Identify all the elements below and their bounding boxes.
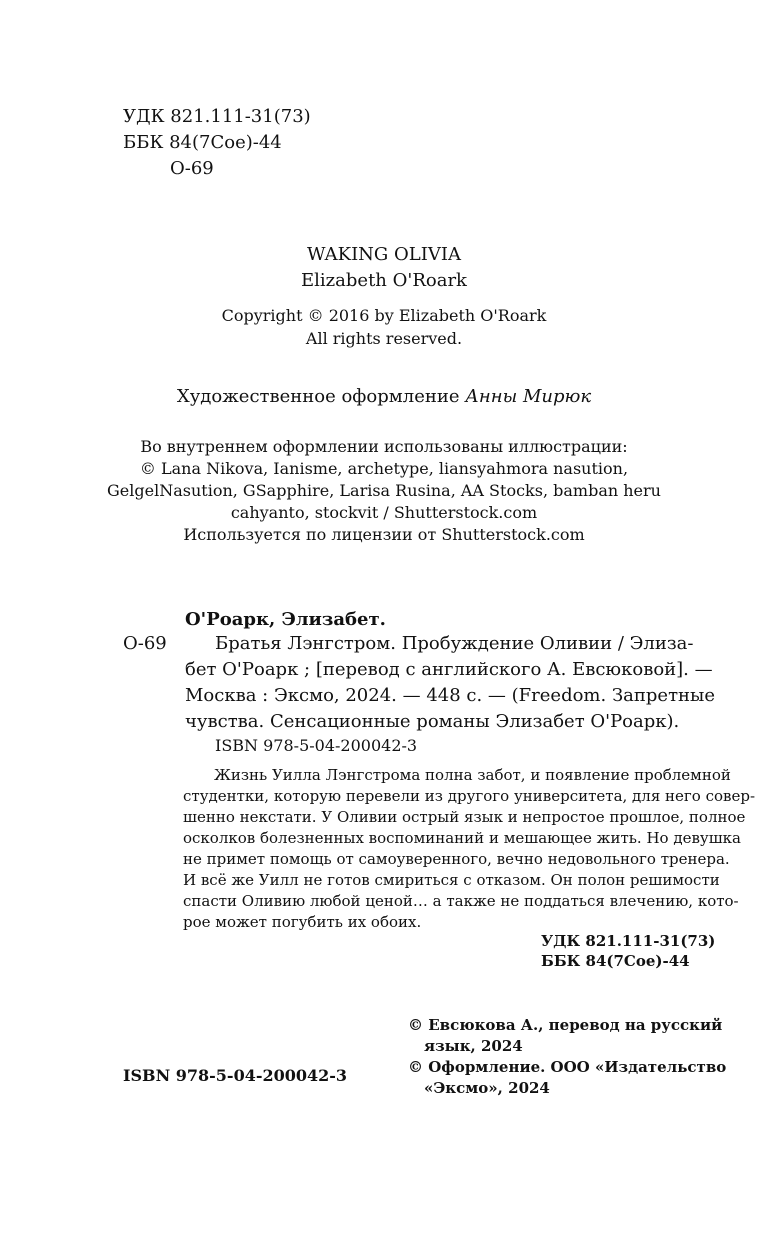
catalog-isbn: ISBN 978-5-04-200042-3 xyxy=(215,736,418,755)
rights-line: All rights reserved. xyxy=(305,329,463,348)
author-mark: О-69 xyxy=(170,158,214,179)
design-credit xyxy=(0,384,768,410)
catalog-description-line: чувства. Сенсационные романы Элизабет О'Роарк). xyxy=(185,711,680,732)
udk-code: УДК 821.111-31(73) xyxy=(123,106,311,127)
copyright-line: Copyright © 2016 by Elizabeth O'Roark xyxy=(221,306,547,325)
illustrations-line: Используется по лицензии от Shutterstock.com xyxy=(183,525,585,544)
footer-credits xyxy=(408,1015,726,1099)
credit-line: язык, 2024 xyxy=(424,1037,523,1055)
annotation xyxy=(183,765,756,933)
annotation-line: рое может погубить их обоих. xyxy=(183,913,422,931)
original-title: WAKING OLIVIA xyxy=(307,244,461,265)
annotation-line: Жизнь Уилла Лэнгстрома полна забот, и появление проблемной xyxy=(214,766,731,784)
annotation-bbk: ББК 84(7Сое)-44 xyxy=(541,952,690,970)
illustrations-line: cahyanto, stockvit / Shutterstock.com xyxy=(230,503,538,522)
annotation-line: шенно некстати. У Оливии острый язык и непростое прошлое, полное xyxy=(183,808,746,826)
credit-line: «Эксмо», 2024 xyxy=(424,1079,550,1097)
design-credit-prefix: Художественное оформление xyxy=(176,386,466,407)
illustrations-line: © Lana Nikova, Ianisme, archetype, liansyahmora nasution, xyxy=(139,459,629,478)
catalog-description-line: Москва : Эксмо, 2024. — 448 с. — (Freedom. Запретные xyxy=(185,685,715,706)
designer-name: Анны Мирюк xyxy=(465,386,592,407)
credit-line: © Оформление. ООО «Издательство xyxy=(408,1058,727,1076)
catalog-description-line: Братья Лэнгстром. Пробуждение Оливии / Элиза- xyxy=(215,633,694,654)
credit-line: © Евсюкова А., перевод на русский xyxy=(408,1016,723,1034)
catalog-mark: О-69 xyxy=(123,633,167,654)
catalog-description-line: бет О'Роарк ; [перевод с английского А. Евсюковой]. — xyxy=(185,659,713,680)
illustrations-line: GelgelNasution, GSapphire, Larisa Rusina, AA Stocks, bamban heru xyxy=(107,481,661,500)
annotation-udk: УДК 821.111-31(73) xyxy=(541,932,716,950)
annotation-line: не примет помощь от самоуверенного, вечно недовольного тренера. xyxy=(183,850,730,868)
original-author: Elizabeth O'Roark xyxy=(301,270,467,291)
illustrations-line: Во внутреннем оформлении использованы иллюстрации: xyxy=(140,437,628,456)
annotation-line: спасти Оливию любой ценой… а также не поддаться влечению, кото- xyxy=(183,892,739,910)
illustrations-credit xyxy=(0,436,768,546)
footer-isbn: ISBN 978-5-04-200042-3 xyxy=(123,1066,348,1085)
catalog-description xyxy=(185,631,715,735)
annotation-line: осколков болезненных воспоминаний и мешающее жить. Но девушка xyxy=(183,829,741,847)
annotation-line: студентки, которую перевели из другого университета, для него совер- xyxy=(183,787,756,805)
catalog-heading: О'Роарк, Элизабет. xyxy=(185,609,386,630)
bbk-code: ББК 84(7Сое)-44 xyxy=(123,132,282,153)
annotation-line: И всё же Уилл не готов смириться с отказом. Он полон решимости xyxy=(183,871,720,889)
